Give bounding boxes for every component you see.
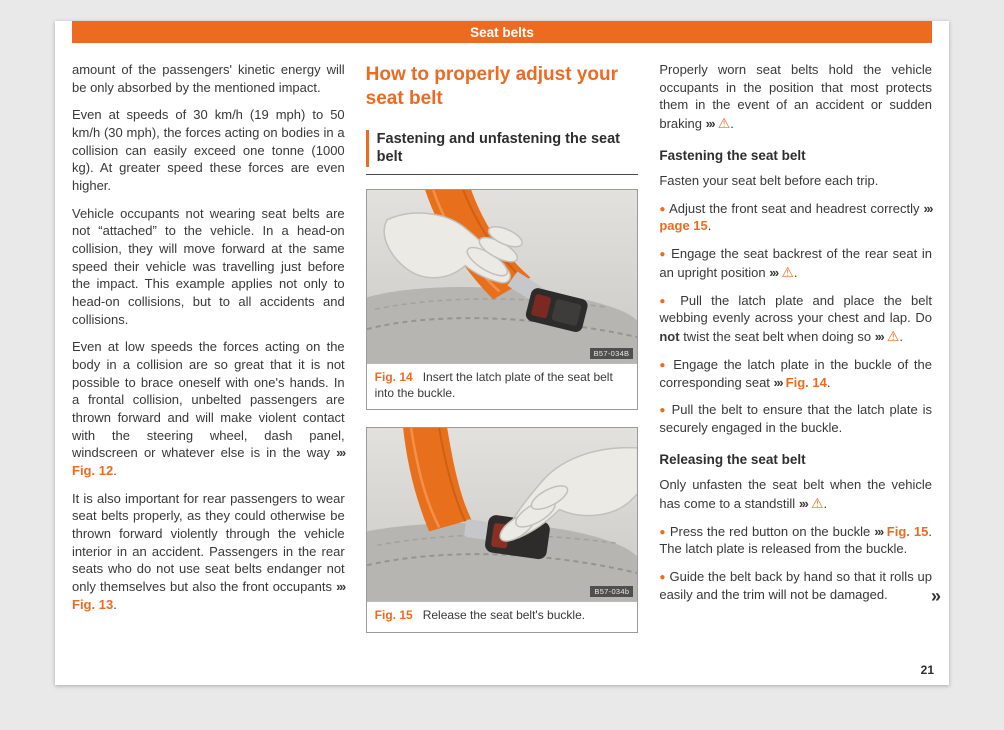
- bullet-icon: ●: [659, 249, 667, 261]
- paragraph-rear-passengers: [72, 490, 345, 614]
- bullet-text: Engage the latch plate in the buckle of the corresponding seat: [659, 357, 933, 390]
- column-middle: [366, 61, 639, 650]
- heading-fastening: Fastening the seat belt: [659, 148, 806, 164]
- paragraph-text: .: [113, 596, 117, 612]
- paragraph-text: .: [730, 116, 734, 132]
- bullet-text: Adjust the front seat and headrest correctly: [669, 200, 920, 216]
- fig15-illustration: [367, 428, 638, 601]
- fig15-image: [367, 428, 638, 602]
- bullet-engage-latch-plate: [659, 356, 932, 391]
- bullet-pull-belt-check: [659, 401, 932, 436]
- paragraph-speed-forces: Even at speeds of 30 km/h (19 mph) to 50 km/h (30 mph), the forces acting on bodies in a collision can easily exceed one tonne (1000 kg). At greater speed these forces are even higher.: [72, 107, 345, 194]
- paragraph-text: .: [823, 495, 828, 511]
- bullet-text: .: [899, 329, 904, 345]
- bullet-text: Engage the seat backrest of the rear seat in an upright position: [659, 246, 933, 280]
- warning-triangle-icon[interactable]: ⚠: [810, 494, 824, 511]
- paragraph-only-unfasten: [659, 476, 932, 513]
- paragraph-properly-worn: [659, 61, 932, 133]
- continuation-marker: »: [930, 586, 941, 606]
- fig14-reference-link[interactable]: Fig. 14: [785, 374, 827, 390]
- fig14-label: Fig. 14: [374, 369, 413, 384]
- paragraph-unbelted-occupants: Vehicle occupants not wearing seat belts are not “attached” to the vehicle. In a head-on collision, they will move forward at the same speed their vehicle was travelling just before the impact. This example applies not only to head-on collisions, but to all accidents and collisions.: [72, 205, 345, 327]
- cross-ref-arrows: ›››: [705, 116, 715, 132]
- bullet-press-red-button: [659, 523, 932, 558]
- content-columns: [72, 61, 932, 650]
- cross-ref-arrows: ›››: [923, 200, 933, 216]
- page-header: [72, 21, 932, 43]
- subsection-title: Fastening and unfastening the seat belt: [376, 130, 620, 166]
- paragraph-fasten-before-trip: Fasten your seat belt before each trip.: [659, 173, 879, 189]
- section-title: How to properly adjust your seat belt: [365, 64, 618, 110]
- subsection-divider: [366, 174, 639, 175]
- fig15-code-label: B57-034b: [590, 586, 633, 597]
- paragraph-text: .: [113, 463, 117, 479]
- bullet-text: .: [707, 218, 712, 234]
- bullet-guide-belt-back: [659, 568, 932, 603]
- warning-triangle-icon[interactable]: ⚠: [781, 263, 794, 280]
- bullet-icon: ●: [659, 571, 666, 583]
- bullet-text-emphasis: not: [659, 329, 680, 345]
- fig14-code-label: B57-034B: [590, 348, 634, 359]
- figure-15: [366, 427, 639, 633]
- fig14-image: [367, 190, 638, 364]
- warning-triangle-icon[interactable]: ⚠: [886, 328, 900, 345]
- bullet-pull-latch-plate: [659, 292, 932, 346]
- fig15-caption-text: Release the seat belt's buckle.: [422, 608, 586, 623]
- cross-ref-arrows: ›››: [336, 445, 345, 461]
- bullet-icon: ●: [659, 360, 668, 372]
- column-right: [659, 61, 932, 650]
- paragraph-text: Even at low speeds the forces acting on the body in a collision are so great that it is not possible to brace oneself with one's hands. In a frontal collision, unbelted passengers are thrown forward and will make violent contact with the steering wheel, dash panel, windscreen or whatever else is in the way: [72, 339, 345, 461]
- bullet-text: Pull the belt to ensure that the latch plate is securely engaged in the buckle.: [659, 402, 932, 436]
- page-number: 21: [920, 663, 934, 677]
- fig14-illustration: [367, 190, 638, 363]
- cross-ref-arrows: ›››: [769, 264, 778, 280]
- bullet-adjust-seat: [659, 200, 932, 235]
- bullet-text: . The latch plate is released from the buckle.: [659, 523, 932, 557]
- bullet-text: twist the seat belt when doing so: [683, 329, 872, 345]
- page-header-title: Seat belts: [470, 24, 534, 40]
- cross-ref-arrows: ›››: [798, 495, 808, 511]
- fig14-caption-text: Insert the latch plate of the seat belt into the buckle.: [374, 369, 613, 400]
- cross-ref-arrows: ›››: [336, 579, 345, 595]
- column-left: [72, 61, 345, 650]
- fig14-caption: [367, 364, 638, 410]
- paragraph-text: Only unfasten the seat belt when the vehicle has come to a standstill: [659, 476, 933, 511]
- bullet-icon: ●: [659, 405, 667, 417]
- figure-14: [366, 189, 639, 411]
- paragraph-kinetic-energy: amount of the passengers' kinetic energy will be only absorbed by the mentioned impact.: [72, 62, 345, 95]
- bullet-text: .: [826, 374, 831, 390]
- fig13-reference-link[interactable]: Fig. 13: [72, 596, 114, 612]
- warning-triangle-icon[interactable]: ⚠: [717, 115, 731, 132]
- fig15-caption: [367, 602, 638, 632]
- fig12-reference-link[interactable]: Fig. 12: [72, 463, 114, 479]
- manual-page: [55, 21, 949, 685]
- cross-ref-arrows: ›››: [773, 374, 783, 390]
- page15-reference-link[interactable]: page 15: [659, 218, 708, 234]
- fig15-label: Fig. 15: [374, 608, 413, 623]
- paragraph-text: It is also important for rear passengers to wear seat belts properly, as they could otherwise be thrown forward violently through the vehicle interior in an accident. Passengers in the rear seats who do not use seat belts endanger not only themselves but also the front occupants: [72, 490, 345, 595]
- bullet-icon: ●: [659, 295, 671, 307]
- paragraph-text: Properly worn seat belts hold the vehicle occupants in the position that most protects them in the event of an accident or sudden braking: [659, 62, 933, 132]
- bullet-icon: ●: [659, 203, 666, 215]
- bullet-engage-backrest: [659, 245, 932, 282]
- bullet-text: Press the red button on the buckle: [669, 523, 871, 539]
- fig15-reference-link[interactable]: Fig. 15: [886, 523, 929, 539]
- heading-releasing: Releasing the seat belt: [659, 451, 806, 467]
- subsection-header: [366, 130, 639, 167]
- cross-ref-arrows: ›››: [874, 523, 883, 539]
- bullet-text: .: [793, 264, 798, 280]
- paragraph-low-speeds: [72, 338, 345, 479]
- bullet-text: Pull the latch plate and place the belt webbing evenly across your chest and lap. Do: [659, 292, 933, 326]
- cross-ref-arrows: ›››: [874, 329, 884, 345]
- bullet-icon: ●: [659, 526, 666, 538]
- bullet-text: Guide the belt back by hand so that it rolls up easily and the trim will not be damaged.: [659, 568, 932, 602]
